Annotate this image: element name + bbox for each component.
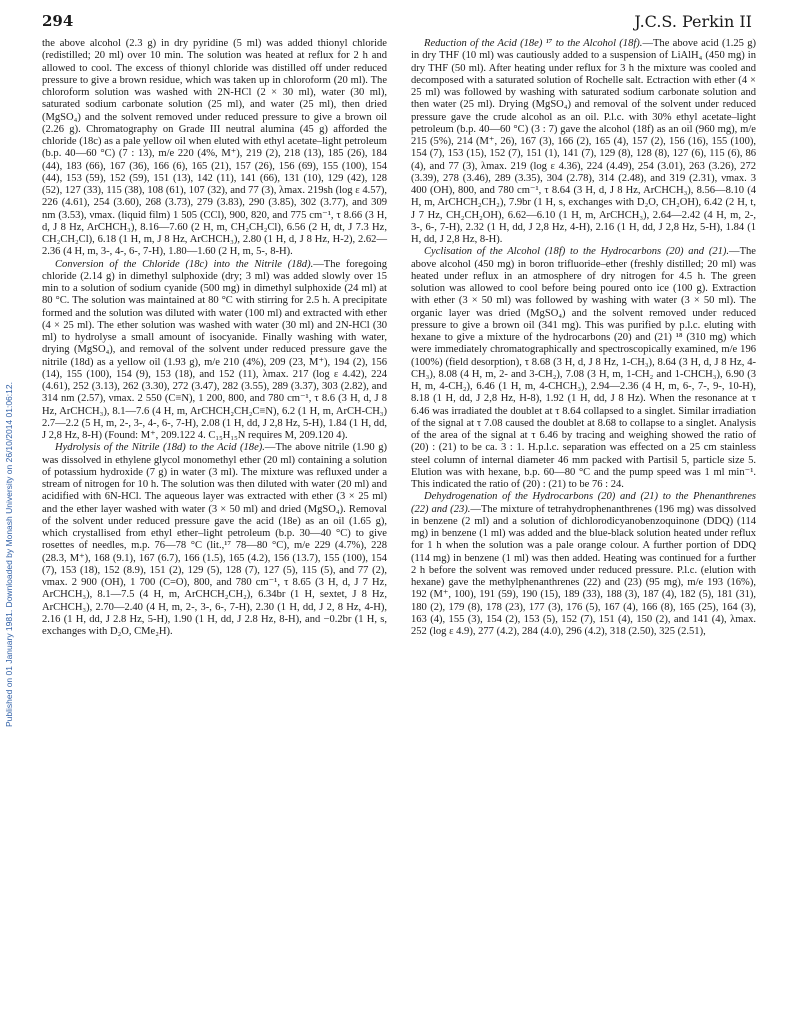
section-heading: Reduction of the Acid (18e) ¹⁷ to the Alcohol (18f). [424,38,643,49]
section-heading: Conversion of the Chloride (18c) into the Nitrile (18d). [55,258,314,270]
paragraph-body: —The foregoing chloride (2.14 g) in dimethyl sulphoxide (dry; 3 ml) was added slowly over 15 min to a solution of sodium cyanide (500 mg) in dimethyl sulphoxide (24 ml) at 80 °C. The solution was maintained at 80 °C with stirring for 2.5 h. A precipitate formed and the solution was diluted with water (100 ml) and extracted with ether (4 × 25 ml). The ether solution was washed with water (30 ml) and 2N-HCl (30 ml) to hydrolyse a small amount of isocyanide. Finally washing with water, drying (MgSO₄), and removal of the solvent under reduced pressure gave the nitrile (18d) as a yellow oil (1.93 g), m/e 210 (4%), 209 (23, M⁺), 194 (2), 156 (14), 155 (100), 154 (9), 153 (18), and 152 (11), λmax. 217 (log ε 4.42), 224 (4.61), 252 (3.13), 262 (3.30), 272 (3.47), 282 (3.55), 289 (3.37), 303 (2.82), and 314 nm (2.57), νmax. 2 550 (C≡N), 1 200, 800, and 780 cm⁻¹, τ 8.6 (3 H, d, J 8 Hz, ArCHCH₃), 8.1—7.6 (4 H, m, ArCHCH₂CH₂C≡N), 6.2 (1 H, m, ArCH-CH₃) 2.7—2.2 (5 H, m, 2-, 3-, 4-, 6-, 7-H), 2.08 (1 H, dd, J 2,8 Hz, 5-H), 1.84 (1 H, dd, J 2,8 Hz, 8-H) (Found: M⁺, 209.122 4. C₁₅H₁₅N requires M, 209.120 4). [42,258,387,441]
paragraph [42,259,387,443]
paragraph [411,246,756,491]
paragraph [411,38,756,246]
paragraph-body: —The above alcohol (450 mg) in boron trifluoride–ether (freshly distilled; 20 ml) was heated under reflux in an atmosphere of dry nitrogen for 4.5 h. The green solution was allowed to cool before being poured onto ice (100 g). Extraction with ether (3 × 50 ml) was followed by washing with water (3 × 50 ml). The organic layer was dried (MgSO₄) and the solvent removed under reduced pressure to give a brown oil (341 mg). This was purified by p.l.c. eluting with hexane to give a mixture of the hydrocarbons (20) and (21) ¹⁸ (310 mg) which were immediately chromatographically and spectroscopically examined, m/e 196 (100%) (field desorption), τ 8.68 (3 H, d, J 8 Hz, 1-CH₃), 8.64 (3 H, d, J 8 Hz, 4-CH₃), 8.08 (4 H, m, 2- and 3-CH₂), 7.08 (3 H, m, 1-CH₂ and 1-CHCH₃), 6.90 (3 H, m, 4-CH₂), 6.46 (1 H, m, 4-CHCH₃), 2.94—2.36 (4 H, m, 6-, 7-, 9-, 10-H), 8.18 (1 H, dd, J 2,8 Hz, H-8), 1.92 (1 H, dd, J 8 Hz). When the resonance at τ 6.46 was irradiated the doublet at τ 8.64 collapsed to a singlet. Similar irradiation of the signal at τ 7.08 caused the doublet at 8.68 to collapse to a singlet. Analysis of the area of the signal at τ 6.46 by tracing and weighing showed the ratio of (20) : (21) to be ca. 3 : 1. H.p.l.c. separation was effected on a 25 cm stainless steel column of internal diameter 46 mm packed with Partisil 5, particle size 5. Elution was with hexane, b.p. 60—80 °C and the pump speed was 1 ml min⁻¹. This indicated the ratio of (20) : (21) to be 76 : 24. [411,246,756,490]
left-column [42,38,387,638]
paragraph-body: —The mixture of tetrahydrophenanthrenes (196 mg) was dissolved in benzene (2 ml) and a solution of dichlorodicyanobenzoquinone (DDQ) (114 mg) in benzene (1 ml) was added and the blue-black solution heated under reflux for 1 h when the solution was a pale orange colour. A further portion of DDQ (114 mg) in benzene (1 ml) was then added. Heating was continued for a further 2 h before the solvent was removed under reduced pressure. P.l.c. (elution with hexane) gave the methylphenanthrenes (22) and (23) (95 mg), m/e 193 (16%), 192 (M⁺, 100), 191 (59), 190 (15), 189 (33), 188 (3), 187 (4), 182 (5), 181 (31), 180 (2), 179 (8), 178 (23), 177 (3), 176 (5), 167 (4), 166 (8), 165 (25), 164 (3), 163 (4), 155 (3), 154 (2), 153 (5), 152 (7), 151 (4), 150 (2), and 141 (4), λmax. 252 (log ε 4.9), 277 (4.2), 284 (4.0), 296 (4.2), 318 (2.50), 325 (2.51), [411,503,756,637]
section-heading: Dehydrogenation of the Hydrocarbons (20) and (21) to the Phenanthrenes (22) and (23). [411,491,756,515]
paragraph-body: —The above acid (1.25 g) in dry THF (10 ml) was cautiously added to a suspension of LiAlH₄ (450 mg) in dry THF (50 ml). After heating under reflux for 3 h the mixture was cooled and decomposed with a saturated solution of Rochelle salt. Ectraction with ether (4 × 25 ml) was followed by washing with saturated sodium carbonate solution and then water (25 ml). Drying (MgSO₄) and removal of the solvent under reduced pressure gave the crude alcohol as an oil. P.l.c. with 30% ethyl acetate–light petroleum (b.p. 40—60 °C) (3 : 7) gave the alcohol (18f) as an oil (960 mg), m/e 215 (5%), 214 (M⁺, 26), 167 (3), 166 (2), 165 (4), 157 (2), 156 (16), 155 (100), 154 (7), 153 (15), 152 (7), 151 (1), 141 (7), 129 (8), 128 (8), 127 (6), 115 (6), 86 (4), and 77 (3), λmax. 219 (log ε 4.36), 224 (4.49), 254 (3.01), 263 (3.26), 272 (3.39), 278 (3.46), 289 (3.35), 304 (2.78), 314 (2.48), and 319 (2.31), νmax. 3 400 (OH), 800, and 780 cm⁻¹, τ 8.64 (3 H, d, J 8 Hz, ArCHCH₃), 8.56—8.10 (4 H, m, ArCHCH₂CH₂), 7.9br (1 H, s, exchanges with D₂O, CH₂OH), 6.42 (2 H, t, J 7 Hz, CH₂CH₂OH), 6.62—6.10 (1 H, m, ArCHCH₃), 2.64—2.42 (4 H, m, 2-, 3-, 6-, 7-H), 2.32 (1 H, dd, J 2,8 Hz, 4-H), 2.16 (1 H, dd, J 2,8 Hz, 5-H), 1.84 (1 H, dd, J 2,8 Hz, 8-H). [411,38,757,245]
page-header [42,8,752,34]
right-column [411,38,756,638]
section-heading: Hydrolysis of the Nitrile (18d) to the Acid (18e). [55,442,265,454]
journal-name: J.C.S. Perkin II [634,11,752,31]
paragraph [411,491,756,638]
download-watermark[interactable]: Published on 01 January 1981. Downloaded by Monash University on 26/10/2014 01:06:12. [4,382,14,728]
section-heading: Cyclisation of the Alcohol (18f) to the Hydrocarbons (20) and (21). [424,246,730,258]
paragraph: the above alcohol (2.3 g) in dry pyridine (5 ml) was added thionyl chloride (redistilled; 20 ml) over 10 min. The solution was heated at reflux for 2 h and allowed to cool. The excess of thionyl chloride was distilled off under reduced pressure to give a brown residue, which was taken up in chloroform (20 ml). The chloroform solution was washed with 2N-HCl (2 × 30 ml), water (30 ml), saturated sodium carbonate solution (25 ml), and water (25 ml), then dried (MgSO₄) and the solvent removed under reduced pressure to give a brown oil (2.26 g). Chromatography on Grade III neutral alumina (45 g) afforded the chloride (18c) as a pale yellow oil when eluted with ethyl acetate–light petroleum (b.p. 40—60 °C) (7 : 13), m/e 220 (4%, M⁺), 219 (2), 218 (13), 185 (26), 184 (44), 183 (66), 167 (36), 166 (6), 165 (21), 157 (26), 156 (69), 155 (100), 154 (44), 153 (59), 152 (59), 151 (13), 142 (11), 141 (66), 131 (10), 129 (42), 128 (52), 127 (33), 115 (38), 108 (61), 107 (32), and 77 (3), λmax. 219sh (log ε 4.57), 226 (4.61), 254 (3.60), 268 (3.73), 279 (3.83), 290 (3.85), 302 (3.77), and 309 nm (3.53), νmax. (liquid film) 1 505 (CCl), 900, 820, and 775 cm⁻¹, τ 8.66 (3 H, d, J 8 Hz, ArCHCH₃), 8.16—7.60 (2 H, m, CH₂CH₂Cl), 6.56 (2 H, dt, J 7.3 Hz, CH₂CH₂Cl), 6.18 (1 H, m, J 8 Hz, ArCHCH₃), 2.80 (1 H, d, J 8 Hz, H-2), 2.62—2.36 (4 H, m, 3-, 4-, 6-, 7-H), 1.80—1.60 (2 H, m, 5-, 8-H). [42,38,387,258]
paragraph [42,442,387,638]
page-number: 294 [42,12,74,30]
paragraph-body: —The above nitrile (1.90 g) was dissolved in ethylene glycol monomethyl ether (20 ml) containing a solution of potassium hydroxide (7 g) in water (3 ml). The mixture was refluxed under a stream of nitrogen for 10 h. The solution was then diluted with water (20 ml) and acidified with 6N-HCl. The aqueous layer was extracted with ether (3 × 25 ml) and the ether layer washed with water (3 × 50 ml) and dried (MgSO₄). Removal of the solvent under reduced pressure gave the acid (18e) as an oil (1.65 g), which crystallised from ethyl ether–light petroleum (b.p. 30—40 °C) to give rosettes of needles, m.p. 76—78 °C (lit.,¹⁷ 78—80 °C), m/e 229 (4.7%), 228 (28.3, M⁺), 168 (9.1), 167 (6.7), 166 (1.5), 165 (4.2), 156 (13.7), 155 (100), 154 (7), 153 (18), 152 (8.9), 151 (2), 129 (5), 128 (7), 127 (5), 115 (5), and 77 (2), νmax. 2 900 (OH), 1 700 (C=O), 800, and 780 cm⁻¹, τ 8.65 (3 H, d, J 7 Hz, ArCHCH₃), 8.1—7.5 (4 H, m, ArCHCH₂CH₂), 6.34br (1 H, sextet, J 8 Hz, ArCHCH₃), 2.70—2.40 (4 H, m, 2-, 3-, 6-, 7-H), 2.30 (1 H, dd, J 2, 8 Hz, 4-H), 2.16 (1 H, dd, J 2.8 Hz, 5-H), 1.90 (1 H, dd, J 2.8 Hz, 8-H), and −0.2br (1 H, s, exchanges with D₂O, CMe₂H). [42,442,387,637]
